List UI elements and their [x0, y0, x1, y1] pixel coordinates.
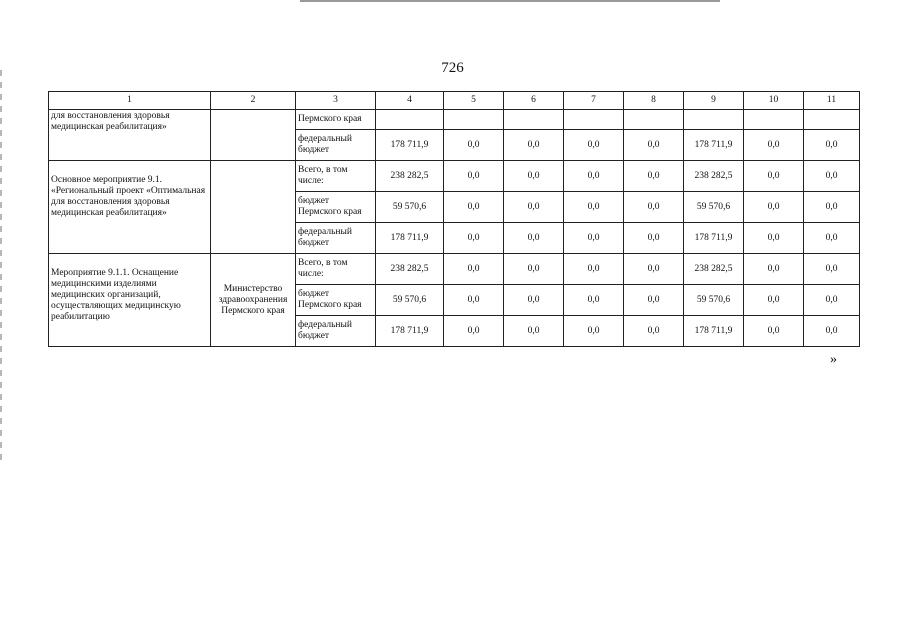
value-cell: 178 711,9	[376, 316, 444, 347]
value-cell: 238 282,5	[684, 254, 744, 285]
value-cell: 59 570,6	[684, 285, 744, 316]
header-cell: 5	[444, 92, 504, 110]
header-cell: 7	[564, 92, 624, 110]
value-cell: 178 711,9	[684, 316, 744, 347]
value-cell: 238 282,5	[376, 254, 444, 285]
header-cell: 2	[211, 92, 296, 110]
scan-edge-left	[0, 70, 2, 460]
header-row	[49, 92, 860, 110]
value-cell: 0,0	[744, 316, 804, 347]
value-cell: 0,0	[564, 285, 624, 316]
value-cell: 0,0	[444, 285, 504, 316]
value-cell: 0,0	[504, 223, 564, 254]
page-number: 726	[441, 60, 464, 76]
value-cell: 0,0	[504, 316, 564, 347]
value-cell: 178 711,9	[684, 223, 744, 254]
funding-source: Всего, в том числе:	[296, 254, 376, 285]
value-cell: 0,0	[444, 254, 504, 285]
value-cell: 0,0	[624, 254, 684, 285]
value-cell: 0,0	[744, 130, 804, 161]
value-cell	[804, 110, 860, 130]
value-cell: 0,0	[744, 192, 804, 223]
header-cell: 1	[49, 92, 211, 110]
value-cell: 238 282,5	[376, 161, 444, 192]
value-cell: 59 570,6	[376, 285, 444, 316]
value-cell	[744, 110, 804, 130]
value-cell: 0,0	[504, 192, 564, 223]
funding-source: Всего, в том числе:	[296, 161, 376, 192]
value-cell: 0,0	[624, 285, 684, 316]
value-cell: 178 711,9	[684, 130, 744, 161]
header-cell: 3	[296, 92, 376, 110]
value-cell: 0,0	[804, 223, 860, 254]
responsible-executor: Министерство здравоохранения Пермского края	[211, 254, 296, 347]
value-cell: 0,0	[744, 161, 804, 192]
value-cell: 0,0	[624, 316, 684, 347]
funding-source: федеральный бюджет	[296, 223, 376, 254]
value-cell	[624, 110, 684, 130]
funding-source: федеральный бюджет	[296, 316, 376, 347]
value-cell: 0,0	[624, 192, 684, 223]
responsible-executor	[211, 110, 296, 161]
value-cell	[684, 110, 744, 130]
value-cell: 59 570,6	[376, 192, 444, 223]
closing-quote-mark: »	[830, 352, 837, 367]
header-cell: 9	[684, 92, 744, 110]
funding-source: Пермского края	[296, 110, 376, 130]
value-cell: 0,0	[804, 285, 860, 316]
value-cell: 0,0	[744, 285, 804, 316]
funding-source: бюджет Пермского края	[296, 192, 376, 223]
value-cell: 0,0	[624, 223, 684, 254]
value-cell: 0,0	[504, 130, 564, 161]
value-cell: 0,0	[564, 254, 624, 285]
header-cell: 10	[744, 92, 804, 110]
value-cell: 0,0	[444, 316, 504, 347]
activity-description: Основное мероприятие 9.1. «Региональный проект «Оптимальная для восстановления здоровья медицинская реабилитация»	[49, 161, 211, 254]
value-cell: 0,0	[504, 161, 564, 192]
value-cell: 0,0	[804, 192, 860, 223]
table-row	[49, 161, 860, 192]
table-row	[49, 110, 860, 130]
funding-source: бюджет Пермского края	[296, 285, 376, 316]
value-cell: 178 711,9	[376, 223, 444, 254]
value-cell: 0,0	[444, 192, 504, 223]
value-cell: 0,0	[504, 254, 564, 285]
value-cell: 0,0	[444, 223, 504, 254]
value-cell: 0,0	[444, 130, 504, 161]
responsible-executor	[211, 161, 296, 254]
table-row	[49, 254, 860, 285]
activity-description: для восстановления здоровья медицинская реабилитация»	[49, 110, 211, 161]
header-cell: 4	[376, 92, 444, 110]
value-cell: 0,0	[564, 223, 624, 254]
scan-edge-top	[300, 0, 720, 2]
value-cell: 0,0	[564, 161, 624, 192]
value-cell	[504, 110, 564, 130]
value-cell: 0,0	[564, 130, 624, 161]
value-cell	[376, 110, 444, 130]
value-cell	[564, 110, 624, 130]
value-cell: 0,0	[564, 316, 624, 347]
value-cell: 0,0	[804, 254, 860, 285]
value-cell: 0,0	[744, 254, 804, 285]
value-cell: 59 570,6	[684, 192, 744, 223]
header-cell: 8	[624, 92, 684, 110]
value-cell: 0,0	[444, 161, 504, 192]
value-cell	[444, 110, 504, 130]
value-cell: 0,0	[564, 192, 624, 223]
value-cell: 238 282,5	[684, 161, 744, 192]
value-cell: 0,0	[624, 161, 684, 192]
header-cell: 11	[804, 92, 860, 110]
header-cell: 6	[504, 92, 564, 110]
value-cell: 0,0	[624, 130, 684, 161]
value-cell: 0,0	[804, 161, 860, 192]
value-cell: 0,0	[804, 130, 860, 161]
funding-source: федеральный бюджет	[296, 130, 376, 161]
value-cell: 0,0	[744, 223, 804, 254]
budget-table	[48, 91, 860, 347]
value-cell: 0,0	[804, 316, 860, 347]
activity-description: Мероприятие 9.1.1. Оснащение медицинскими изделиями медицинских организаций, осуществляющих медицинскую реабилитацию	[49, 254, 211, 347]
value-cell: 178 711,9	[376, 130, 444, 161]
value-cell: 0,0	[504, 285, 564, 316]
